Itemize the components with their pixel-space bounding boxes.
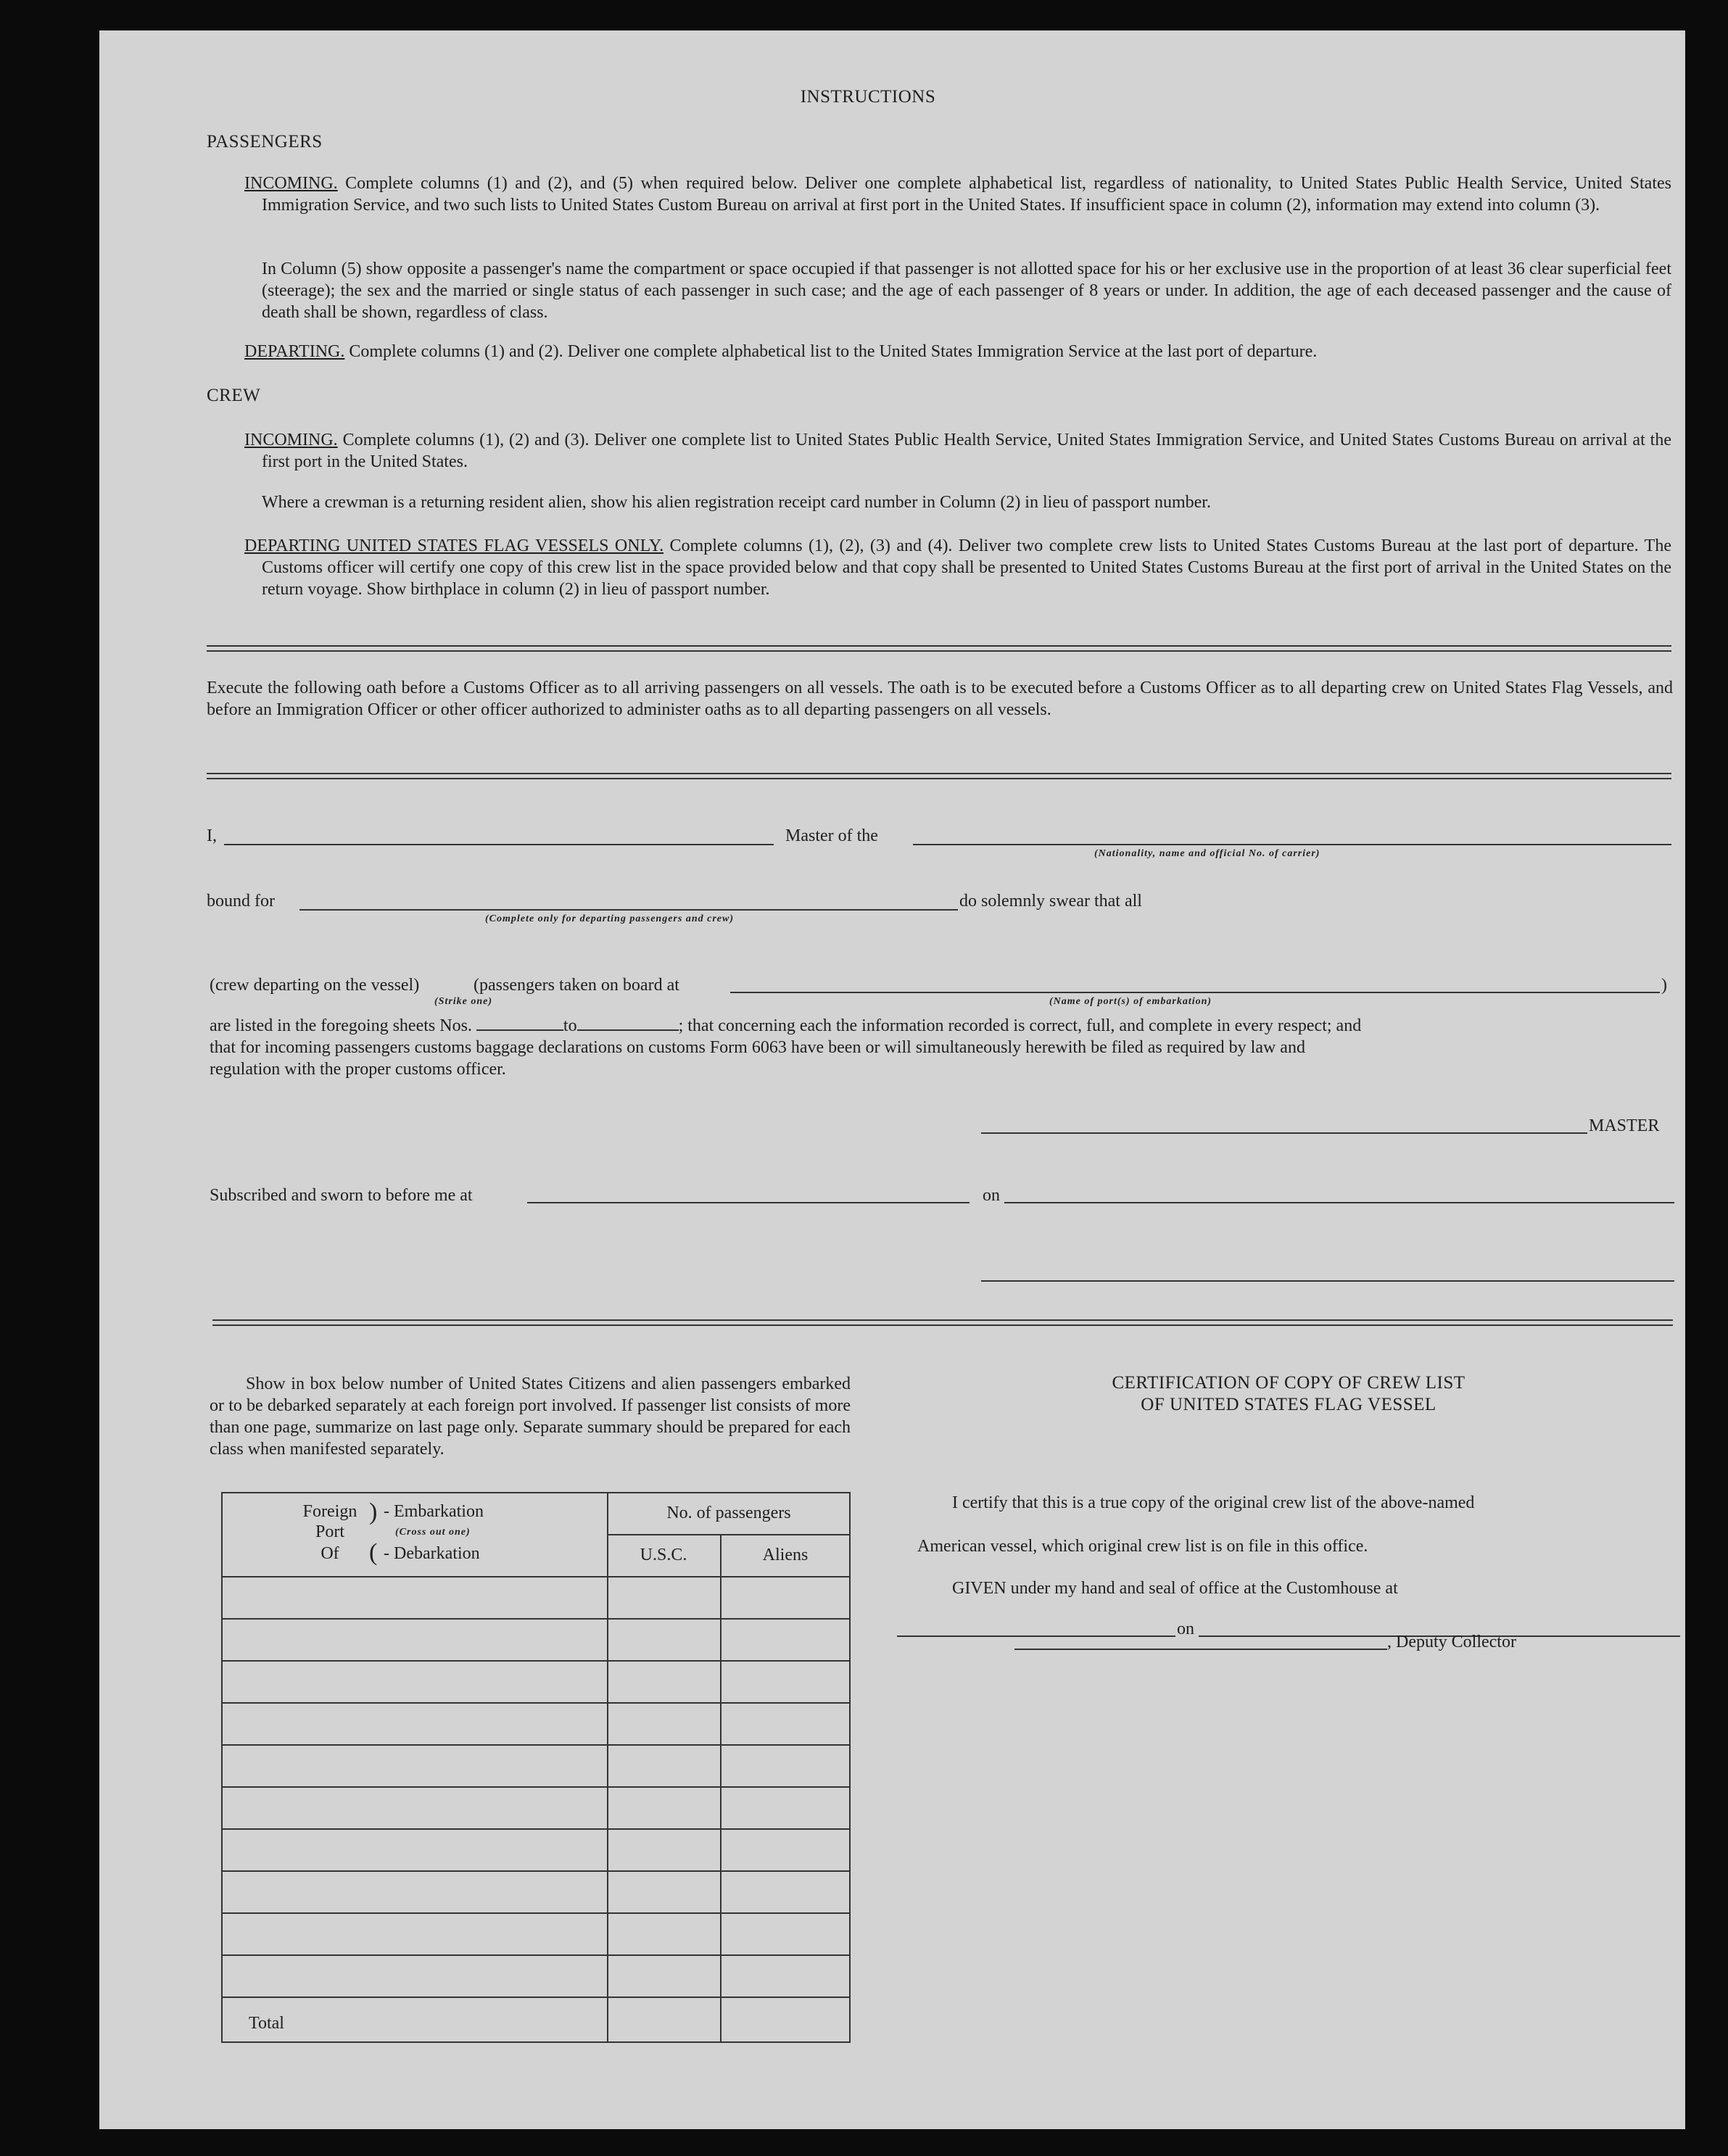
header-of: Of (321, 1544, 339, 1563)
table-divider (221, 1954, 851, 1956)
certification-heading-2: OF UNITED STATES FLAG VESSEL (1141, 1395, 1436, 1414)
master-name-field[interactable] (224, 844, 774, 845)
passengers-departing-paragraph (244, 341, 1671, 362)
passengers-column5-paragraph: In Column (5) show opposite a passenger's name the compartment or space occupied if that passenger is not allotted space for his or her exclusive use in the proportion of at least 36 clear superficial feet (steerage); the sex and the married or single status of each passenger in such case; and the age of each passenger of 8 years or under. In addition, the age of each deceased passenger and the cause of death shall be shown, regardless of class. (262, 260, 1671, 322)
passengers-departing-label: DEPARTING. (244, 342, 345, 361)
table-divider (221, 1576, 851, 1577)
table-divider (720, 1534, 722, 2043)
sheet-to-field[interactable] (577, 1016, 679, 1031)
master-of-the-label: Master of the (785, 826, 878, 845)
bound-for-label: bound for (207, 892, 275, 911)
master-label: MASTER (1589, 1116, 1660, 1135)
table-divider (607, 1492, 608, 2043)
total-row-label: Total (249, 2014, 284, 2033)
bound-for-field[interactable] (299, 909, 958, 911)
oath-instruction: Execute the following oath before a Customs Officer as to all arriving passengers on all vessels. The oath is to be executed before a Customs Officer as to all departing crew on United States Flag Vessels, and before an Immigration Officer or other officer authorized to administer oaths as to all departing passengers on all vessels. (207, 679, 1673, 719)
crew-incoming-label: INCOMING. (244, 431, 338, 449)
brace-glyph: ( (369, 1539, 378, 1566)
divider (212, 1319, 1673, 1326)
sheet-from-field[interactable] (476, 1016, 563, 1031)
passengers-heading: PASSENGERS (207, 132, 323, 152)
header-aliens: Aliens (762, 1546, 809, 1564)
bound-for-caption: (Complete only for departing passengers and crew) (485, 913, 734, 924)
header-foreign: Foreign (302, 1502, 357, 1521)
cross-out-caption: (Cross out one) (395, 1527, 471, 1538)
table-frame (221, 1492, 851, 2043)
embarkation-option[interactable]: - Embarkation (384, 1502, 484, 1521)
table-divider (221, 1870, 851, 1872)
crew-departing-paragraph (244, 535, 1671, 600)
divider (207, 773, 1671, 779)
swear-text: do solemnly swear that all (959, 892, 1142, 911)
close-paren: ) (1661, 976, 1667, 995)
deputy-collector-label: , Deputy Collector (1387, 1633, 1516, 1651)
header-port: Port (315, 1522, 344, 1541)
oath-i-label: I, (207, 826, 217, 845)
certification-heading-1: CERTIFICATION OF COPY OF CREW LIST (1112, 1373, 1466, 1393)
header-usc: U.S.C. (640, 1546, 687, 1564)
certification-on-label: on (1177, 1620, 1194, 1638)
strike-one-caption: (Strike one) (434, 996, 493, 1007)
table-divider (221, 1618, 851, 1620)
listed-prefix: are listed in the foregoing sheets Nos. (210, 1016, 472, 1035)
passengers-departing-text: Complete columns (1) and (2). Deliver one complete alphabetical list to the United States Immigration Service at the last port of departure. (344, 342, 1318, 361)
debarkation-option[interactable]: - Debarkation (384, 1544, 480, 1563)
page-title: INSTRUCTIONS (800, 87, 936, 107)
form-page (99, 30, 1685, 2129)
customhouse-field[interactable] (897, 1635, 1175, 1637)
table-divider (221, 1828, 851, 1830)
master-signature-field[interactable] (981, 1132, 1587, 1134)
crew-departing-text: Complete columns (1), (2), (3) and (4). Deliver two complete crew lists to United States Customs Bureau at the last port of departure. The Customs officer will certify one copy of this crew list in the space provided below and that copy shall be presented to United States Customs Bureau at the first port of arrival in the United States on the return voyage. Show birthplace in column (2) in lieu of passport number. (262, 536, 1671, 599)
subscribed-label: Subscribed and sworn to before me at (210, 1186, 473, 1205)
ports-field[interactable] (730, 992, 1660, 993)
passengers-incoming-paragraph (244, 173, 1671, 216)
sworn-place-field[interactable] (527, 1202, 970, 1203)
header-no-passengers: No. of passengers (666, 1504, 791, 1522)
crew-departing-option[interactable]: (crew departing on the vessel) (210, 976, 420, 995)
brace-glyph: ) (369, 1498, 378, 1525)
summary-instructions: Show in box below number of United States Citizens and alien passengers embarked or to be debarked separately at each foreign port involved. If passenger list consists of more than one page, summarize on last page only. Separate summary should be prepared for each class when manifested separately. (210, 1375, 851, 1459)
carrier-field[interactable] (913, 844, 1671, 845)
certification-line-1: I certify that this is a true copy of the original crew list of the above-named (952, 1493, 1475, 1512)
listed-rest: ; that concerning each the information recorded is correct, full, and complete in every respect; and (678, 1016, 1362, 1035)
crew-incoming-text: Complete columns (1), (2) and (3). Deliver one complete list to United States Public Health Service, United States Immigration Service, and United States Customs Bureau on arrival at the first port in the United States. (262, 431, 1671, 471)
crew-resident-paragraph: Where a crewman is a returning resident alien, show his alien registration receipt card number in Column (2) in lieu of passport number. (262, 493, 1211, 512)
certification-line-2: American vessel, which original crew list is on file in this office. (917, 1537, 1368, 1556)
sworn-on-label: on (983, 1186, 1000, 1205)
deputy-signature-field[interactable] (1014, 1649, 1387, 1650)
listed-line-3: regulation with the proper customs officer. (210, 1060, 506, 1079)
certification-line-3: GIVEN under my hand and seal of office at the Customhouse at (952, 1579, 1398, 1598)
passengers-taken-option[interactable]: (passengers taken on board at (474, 976, 679, 995)
divider (207, 645, 1671, 652)
table-divider (221, 1786, 851, 1788)
passengers-incoming-text: Complete columns (1) and (2), and (5) when required below. Deliver one complete alphabetical list, regardless of nationality, to United States Public Health Service, United States Immigration Service, and two such lists to United States Custom Bureau on arrival at first port in the United States. If insufficient space in column (2), information may extend into column (3). (262, 174, 1671, 215)
crew-heading: CREW (207, 386, 261, 405)
carrier-caption: (Nationality, name and official No. of carrier) (1094, 848, 1320, 859)
listed-line-2: that for incoming passengers customs baggage declarations on customs Form 6063 have been or will simultaneously herewith be filed as required by law and (210, 1038, 1305, 1057)
crew-incoming-paragraph (244, 429, 1671, 473)
table-divider (221, 1912, 851, 1914)
passengers-incoming-label: INCOMING. (244, 174, 338, 193)
officer-signature-field[interactable] (981, 1280, 1674, 1282)
table-divider (221, 1702, 851, 1704)
crew-departing-label: DEPARTING UNITED STATES FLAG VESSELS ONLY. (244, 536, 664, 555)
listed-line-1 (210, 1015, 1676, 1037)
table-divider (221, 1997, 851, 1998)
ports-caption: (Name of port(s) of embarkation) (1049, 996, 1212, 1007)
to-label: to (563, 1016, 577, 1035)
table-divider (221, 1744, 851, 1746)
table-divider (607, 1534, 851, 1535)
sworn-date-field[interactable] (1004, 1202, 1674, 1203)
table-divider (221, 1660, 851, 1662)
